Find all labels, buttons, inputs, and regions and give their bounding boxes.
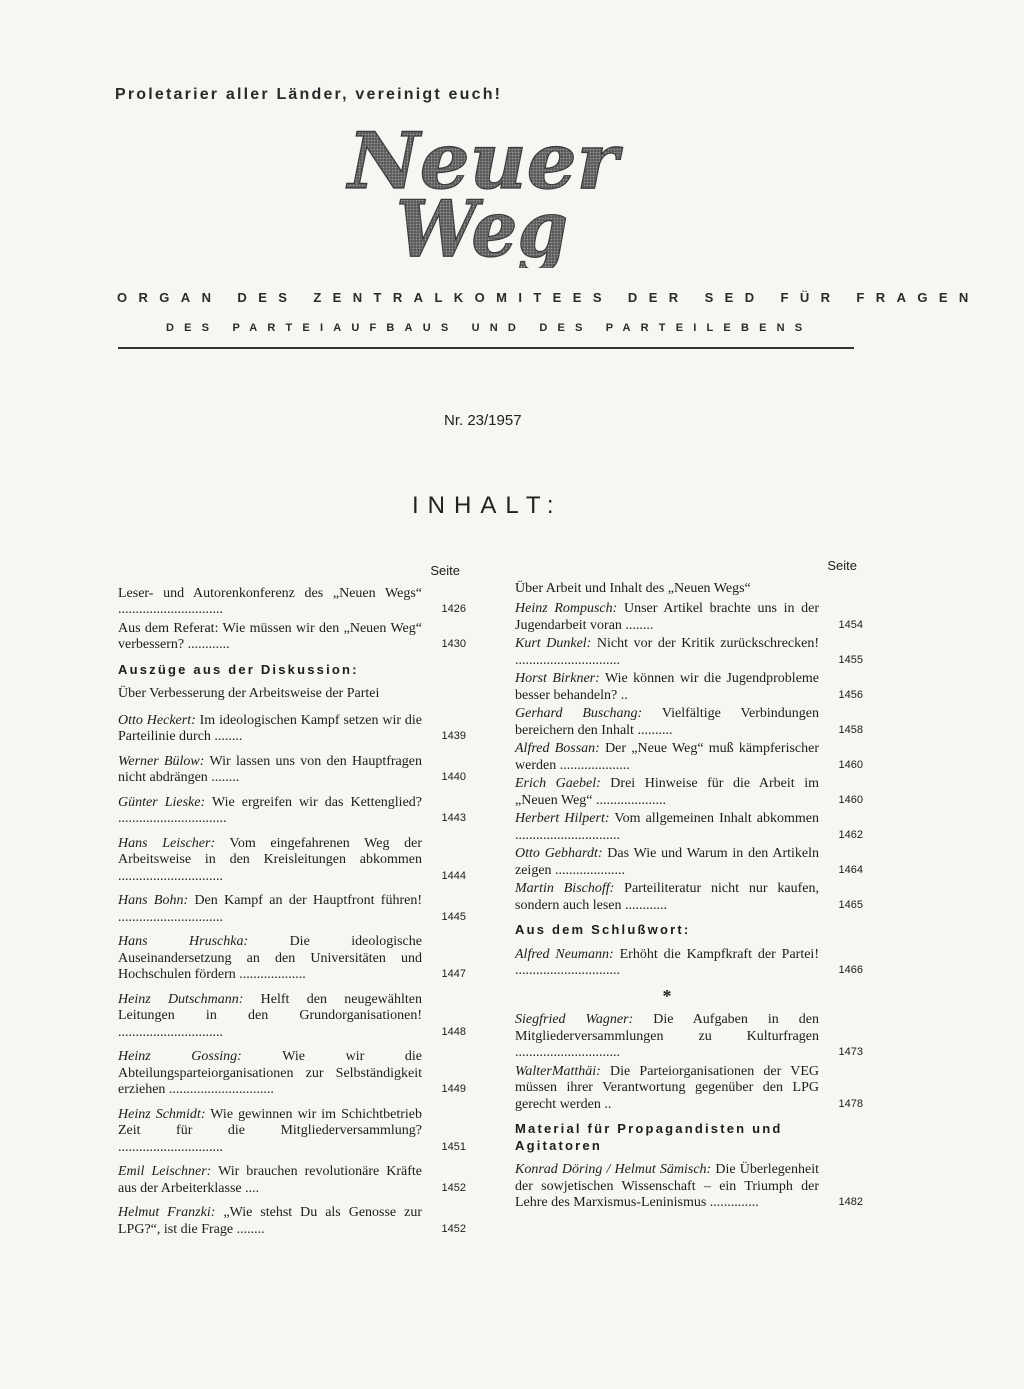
toc-author: Emil Leischner: xyxy=(118,1164,212,1179)
toc-page-number: 1456 xyxy=(838,688,863,701)
toc-author: Otto Heckert: xyxy=(118,712,196,728)
toc-page-number: 1443 xyxy=(441,812,466,824)
toc-entry[interactable] xyxy=(515,706,863,739)
toc-page-number: 1478 xyxy=(838,1097,863,1110)
toc-page-number: 1430 xyxy=(441,638,466,650)
toc-page-number: 1465 xyxy=(838,898,863,911)
toc-entry[interactable] xyxy=(515,601,863,634)
toc-author: Werner Bülow: xyxy=(118,753,205,769)
seite-label: Seite xyxy=(430,563,460,578)
toc-entry[interactable] xyxy=(515,846,863,879)
toc-entry[interactable] xyxy=(118,992,466,1042)
toc-entry-text: Die ideologische Auseinandersetzung an den Universitäten und Hochschulen fördern ................... xyxy=(118,934,422,982)
toc-entry[interactable] xyxy=(118,1205,466,1238)
toc-author: Horst Birkner: xyxy=(515,671,600,686)
toc-author: Konrad Döring / Helmut Sämisch: xyxy=(515,1162,712,1177)
toc-entry-text: Nicht vor der Kritik zurückschrecken! .............................. xyxy=(515,636,819,668)
toc-author: Helmut Franzki: xyxy=(118,1205,216,1220)
toc-entry-text: Die Aufgaben in den Mitgliederversammlungen zu Kulturfragen .............................. xyxy=(515,1012,819,1060)
toc-author: Martin Bischoff: xyxy=(515,881,615,896)
toc-author: Herbert Hilpert: xyxy=(515,811,610,826)
toc-entry[interactable] xyxy=(118,934,466,984)
toc-entry-text: Vielfältige Verbindungen bereichern den Inhalt .......... xyxy=(515,706,819,738)
toc-entry-text: Wie wir die Abteilungsparteiorganisationen zur Selbständigkeit erziehen .............................. xyxy=(118,1049,422,1097)
toc-entry-text: Vom allgemeinen Inhalt abkommen .............................. xyxy=(515,811,819,843)
toc-entry-text: Wir brauchen revolutionäre Kräfte aus der Arbeiterklasse .... xyxy=(118,1164,422,1196)
toc-entry-text: Wie können wir die Jugendprobleme besser behandeln? .. xyxy=(515,671,820,703)
toc-author: Heinz Gossing: xyxy=(118,1049,242,1064)
toc-entry[interactable] xyxy=(118,1164,466,1197)
toc-entry-text: Parteiliteratur nicht nur kaufen, sondern auch lesen ............ xyxy=(515,881,819,913)
toc-page-number: 1439 xyxy=(441,730,466,742)
toc-entry[interactable] xyxy=(515,1162,863,1212)
toc-entry-text: Der „Neue Weg“ muß kämpferischer werden .................... xyxy=(515,741,819,773)
toc-author: Kurt Dunkel: xyxy=(515,636,592,651)
header-divider xyxy=(118,347,854,349)
toc-entry[interactable] xyxy=(118,1049,466,1099)
toc-entry[interactable] xyxy=(118,1107,466,1157)
toc-page-number: 1445 xyxy=(441,910,466,923)
masthead-title-line2: Weg xyxy=(396,184,568,268)
subheading-improvement: Über Verbesserung der Arbeitsweise der Partei xyxy=(118,686,380,701)
toc-author: Hans Bohn: xyxy=(118,893,189,908)
toc-page-number: 1444 xyxy=(441,869,466,882)
toc-author: WalterMatthäi: xyxy=(515,1063,601,1079)
toc-author: Gerhard Buschang: xyxy=(515,706,643,721)
toc-entry[interactable] xyxy=(515,881,863,914)
toc-entry[interactable] xyxy=(118,754,466,787)
toc-page-number: 1464 xyxy=(838,863,863,876)
toc-page-number: 1455 xyxy=(838,653,863,666)
toc-author: Alfred Neumann: xyxy=(515,946,614,962)
toc-entry-text: Leser- und Autorenkonferenz des „Neuen Wegs“ .............................. xyxy=(118,585,422,617)
toc-entry[interactable] xyxy=(118,836,466,886)
toc-page-number: 1462 xyxy=(838,828,863,841)
toc-entry-text: Erhöht die Kampfkraft der Partei! .............................. xyxy=(515,946,819,978)
toc-page-number: 1452 xyxy=(441,1181,466,1194)
section-heading-discussion: Auszüge aus der Diskussion: xyxy=(118,661,359,677)
toc-entry-text: Vom eingefahrenen Weg der Arbeitsweise in den Kreisleitungen abkommen .............................. xyxy=(118,835,423,884)
toc-entry[interactable] xyxy=(515,947,863,980)
section-heading-material: Material für Propagandisten und Agitatoren xyxy=(515,1121,783,1153)
toc-entry-text: „Wie stehst Du als Genosse zur LPG?“, ist die Frage ........ xyxy=(118,1205,422,1237)
toc-author: Heinz Dutschmann: xyxy=(118,991,244,1007)
toc-author: Hans Hruschka: xyxy=(118,934,249,949)
toc-page-number: 1448 xyxy=(441,1025,466,1038)
seite-label: Seite xyxy=(827,558,857,573)
section-heading-closing: Aus dem Schlußwort: xyxy=(515,922,691,937)
toc-entry[interactable] xyxy=(118,713,466,746)
toc-entry-text: Das Wie und Warum in den Artikeln zeigen .................... xyxy=(515,846,819,878)
toc-entry[interactable] xyxy=(515,741,863,774)
subheading-work-content: Über Arbeit und Inhalt des „Neuen Wegs“ xyxy=(515,580,751,596)
toc-page-number: 1447 xyxy=(441,968,466,980)
toc-author: Siegfried Wagner: xyxy=(515,1012,634,1027)
toc-page-number: 1458 xyxy=(838,723,863,736)
contents-right-column xyxy=(515,558,863,1214)
toc-author: Otto Gebhardt: xyxy=(515,846,603,861)
toc-author: Hans Leischer: xyxy=(118,835,216,851)
toc-entry-text: Wie gewinnen wir im Schichtbetrieb Zeit für die Mitgliederversammlung? .............................. xyxy=(118,1106,422,1155)
toc-page-number: 1473 xyxy=(838,1046,863,1058)
toc-entry-text: Helft den neugewählten Leitungen in den Grundorganisationen! .............................. xyxy=(118,991,422,1040)
toc-entry-text: Den Kampf an der Hauptfront führen! .............................. xyxy=(118,893,422,925)
toc-author: Erich Gaebel: xyxy=(515,776,601,791)
toc-page-number: 1454 xyxy=(838,618,863,631)
toc-entry-text: Im ideologischen Kampf setzen wir die Parteilinie durch ........ xyxy=(118,712,422,744)
toc-page-number: 1466 xyxy=(838,964,863,976)
toc-author: Heinz Rompusch: xyxy=(515,601,618,616)
toc-page-number: 1449 xyxy=(441,1083,466,1095)
toc-entry[interactable] xyxy=(515,811,863,844)
toc-entry[interactable] xyxy=(118,893,466,926)
toc-entry-text: Wir lassen uns von den Hauptfragen nicht abdrängen ........ xyxy=(118,753,422,785)
toc-entry[interactable] xyxy=(515,1064,863,1114)
toc-entry[interactable] xyxy=(515,1012,863,1062)
toc-entry[interactable] xyxy=(118,586,466,619)
contents-left-column xyxy=(118,563,466,1240)
toc-entry-text: Unser Artikel brachte uns in der Jugendarbeit voran ........ xyxy=(515,601,819,633)
organ-line-2: DES PARTEIAUFBAUS UND DES PARTEILEBENS xyxy=(166,322,813,334)
toc-entry[interactable] xyxy=(515,671,863,704)
toc-page-number: 1460 xyxy=(838,758,863,771)
toc-page-number: 1451 xyxy=(441,1140,466,1153)
toc-page-number: 1440 xyxy=(441,771,466,783)
masthead-logo xyxy=(340,118,640,268)
toc-page-number: 1426 xyxy=(441,603,466,615)
toc-author: Heinz Schmidt: xyxy=(118,1106,206,1122)
toc-entry-text: Aus dem Referat: Wie müssen wir den „Neuen Weg“ verbessern? ............ xyxy=(118,620,422,652)
toc-entry-text: Wie ergreifen wir das Kettenglied? ............................... xyxy=(118,794,422,826)
section-separator-star: * xyxy=(662,985,672,1006)
toc-entry-text: Die Parteiorganisationen der VEG müssen ihrer Verantwortung gegenüber den LPG gerecht werden .. xyxy=(515,1063,819,1112)
toc-entry[interactable] xyxy=(118,621,466,654)
toc-author: Alfred Bossan: xyxy=(515,741,600,756)
toc-entry[interactable] xyxy=(515,636,863,669)
toc-entry[interactable] xyxy=(118,795,466,828)
toc-author: Günter Lieske: xyxy=(118,794,206,810)
toc-page-number: 1452 xyxy=(441,1222,466,1235)
toc-entry-text: Drei Hinweise für die Arbeit im „Neuen Weg“ .................... xyxy=(515,776,819,808)
issue-number: Nr. 23/1957 xyxy=(444,412,522,429)
organ-line-1: ORGAN DES ZENTRALKOMITEES DER SED FÜR FRAGEN xyxy=(117,290,980,305)
toc-entry[interactable] xyxy=(515,776,863,809)
contents-heading: INHALT: xyxy=(412,492,563,519)
party-slogan: Proletarier aller Länder, vereinigt euch! xyxy=(115,86,503,103)
toc-page-number: 1460 xyxy=(838,793,863,806)
masthead-title-line1: Neuer xyxy=(344,118,623,207)
toc-page-number: 1482 xyxy=(838,1196,863,1208)
toc-entry-text: Die Überlegenheit der sowjetischen Wissenschaft – ein Triumph der Lehre des Marxismus-Leninismus .............. xyxy=(515,1162,820,1210)
